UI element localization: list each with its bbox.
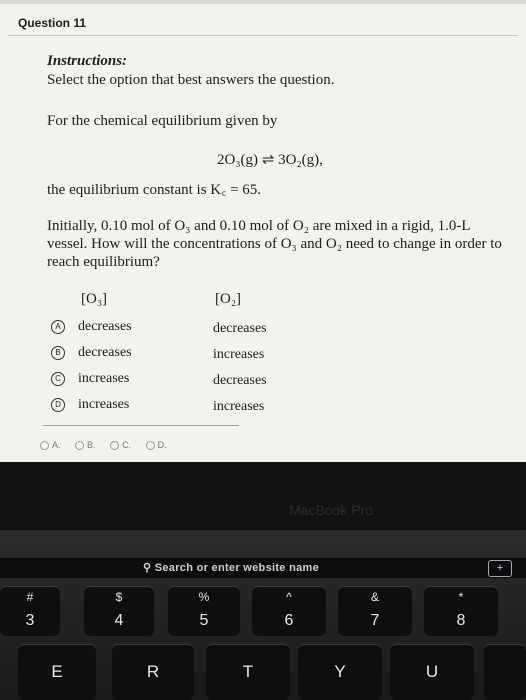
key-i-partial[interactable]	[484, 644, 526, 700]
new-tab-icon[interactable]: +	[488, 560, 512, 577]
key-t[interactable]: T	[206, 644, 290, 700]
screen-top-edge	[0, 0, 526, 4]
key-u[interactable]: U	[390, 644, 474, 700]
touchbar-search-label: Search or enter website name	[154, 562, 320, 574]
radio-icon[interactable]	[40, 441, 49, 450]
touch-bar	[0, 558, 526, 578]
radio-icon[interactable]	[146, 441, 155, 450]
instructions-text: Select the option that best answers the question.	[47, 72, 335, 88]
question-body	[47, 52, 507, 414]
answer-choice-a[interactable]: A.	[40, 440, 61, 450]
keyboard	[0, 530, 526, 700]
answer-choices	[40, 440, 179, 450]
key-y[interactable]: Y	[298, 644, 382, 700]
brand-label: MacBook Pro	[289, 502, 374, 518]
option-row-b	[51, 344, 265, 362]
answer-choice-d[interactable]: D.	[146, 440, 167, 450]
option-a-o3: decreases	[78, 319, 132, 334]
touchbar-search[interactable]	[143, 561, 319, 574]
key-4[interactable]: $ 4	[84, 586, 154, 636]
key-r[interactable]: R	[112, 644, 194, 700]
answer-choice-b[interactable]: B.	[75, 440, 96, 450]
column-header-o3: [O₃]	[81, 291, 108, 307]
header-divider	[8, 35, 518, 36]
key-e[interactable]: E	[18, 644, 96, 700]
option-letter-d-icon: D	[51, 398, 65, 412]
option-row-a	[51, 318, 267, 336]
question-prompt: For the chemical equilibrium given by	[47, 113, 278, 129]
option-c-o2: decreases	[213, 373, 267, 388]
option-c-o3: increases	[78, 371, 130, 386]
key-3[interactable]: # 3	[0, 586, 60, 636]
option-letter-a-icon: A	[51, 320, 65, 334]
laptop-bezel	[0, 462, 526, 530]
column-header-o2: [O₂]	[215, 291, 242, 307]
answer-choice-c[interactable]: C.	[110, 440, 131, 450]
option-letter-b-icon: B	[51, 346, 65, 360]
instructions-title: Instructions:	[47, 53, 128, 69]
option-a-o2: decreases	[213, 321, 267, 336]
options-divider	[43, 425, 239, 426]
key-7[interactable]: & 7	[338, 586, 412, 636]
key-5[interactable]: % 5	[168, 586, 240, 636]
initial-conditions: Initially, 0.10 mol of O₃ and 0.10 mol of O₂ are mixed in a rigid, 1.0-L vessel. How will the concentrations of O₃ and O₂ need to change in order to reach equilibrium?	[47, 218, 502, 270]
search-icon: ⚲	[143, 562, 152, 574]
equilibrium-equation: 2O₃(g) ⇌ 3O₂(g),	[217, 152, 323, 168]
option-b-o3: decreases	[78, 345, 132, 360]
option-b-o2: increases	[213, 347, 265, 362]
option-row-c	[51, 370, 267, 388]
option-d-o2: increases	[213, 399, 265, 414]
equilibrium-constant: the equilibrium constant is K꜀ = 65.	[47, 182, 262, 198]
key-8[interactable]: * 8	[424, 586, 498, 636]
radio-icon[interactable]	[110, 441, 119, 450]
question-header: Question 11	[18, 16, 87, 30]
key-6[interactable]: ^ 6	[252, 586, 326, 636]
option-d-o3: increases	[78, 397, 130, 412]
option-letter-c-icon: C	[51, 372, 65, 386]
radio-icon[interactable]	[75, 441, 84, 450]
option-row-d	[51, 396, 265, 414]
